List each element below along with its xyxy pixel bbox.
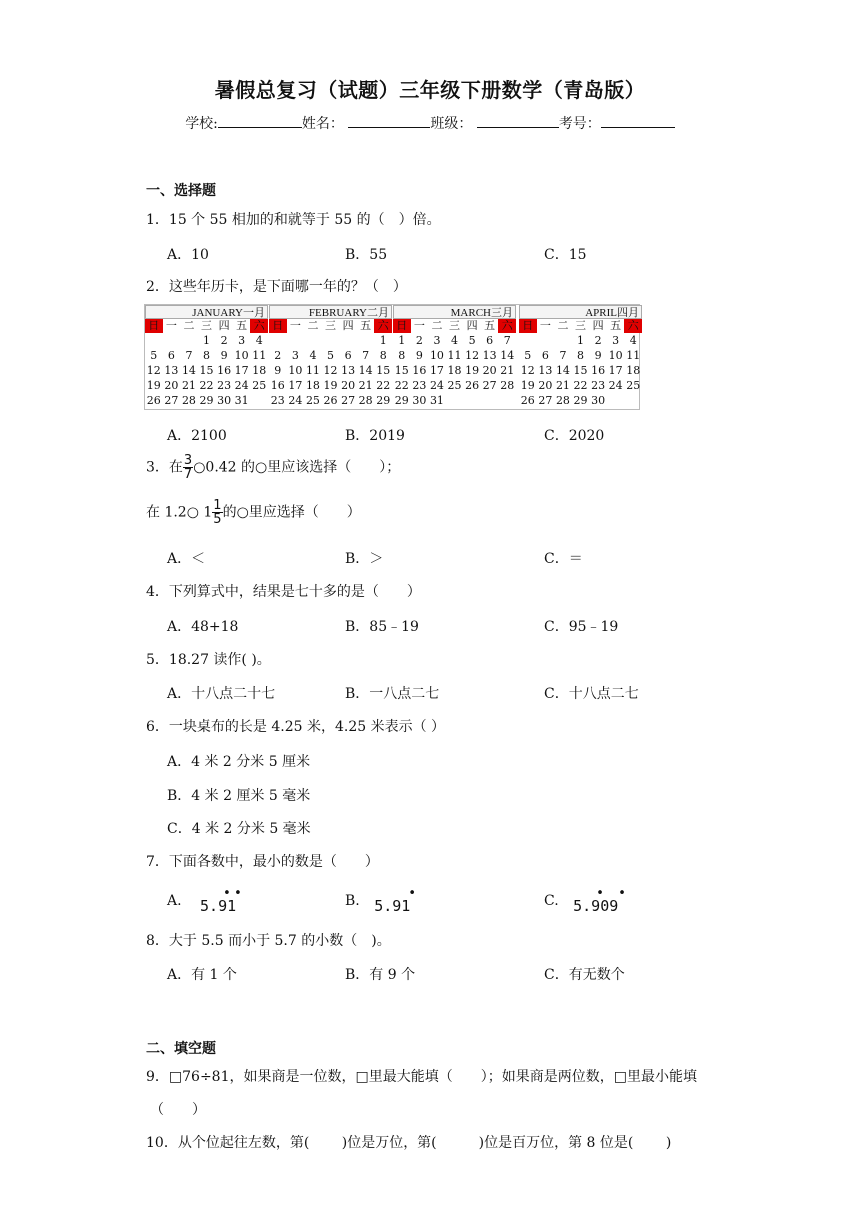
- section-choice-heading: 一、选择题: [146, 183, 216, 199]
- calendar-day: 3: [433, 334, 441, 347]
- calendar-day: 2: [220, 334, 228, 347]
- question-9-line-2: （ ）: [150, 1102, 206, 1118]
- question-1: 1．15 个 55 相加的和就等于 55 的（ ）倍。: [146, 212, 441, 228]
- calendar-month-0: [145, 305, 268, 408]
- calendar-day: 23: [591, 379, 606, 392]
- exam-label: 考号：: [558, 116, 601, 132]
- calendar-day: 24: [234, 379, 249, 392]
- calendar-weekday: 五: [484, 319, 496, 332]
- calendar-day: [498, 393, 516, 408]
- question-7: 7．下面各数中，最小的数是（ ）: [146, 854, 379, 870]
- class-blank[interactable]: [477, 113, 559, 128]
- calendar-day: 3: [238, 334, 246, 347]
- q7-option-b[interactable]: [345, 886, 417, 915]
- calendar-day: 30: [412, 394, 427, 407]
- calendar-weekday-row: [393, 319, 516, 333]
- calendar-day: 23: [412, 379, 427, 392]
- q1-option-a[interactable]: A．10: [167, 247, 209, 263]
- calendar-day: 19: [465, 364, 480, 377]
- calendar-day: 20: [538, 379, 553, 392]
- calendar-day: 24: [608, 379, 623, 392]
- calendar-day: 1: [379, 334, 387, 347]
- q3-line1-text: ○0.42 的○里应该选择（ ）；: [193, 459, 401, 476]
- q3-prefix: 3．在: [146, 459, 183, 476]
- q7-option-c[interactable]: [544, 886, 626, 915]
- question-4: 4．下列算式中，结果是七十多的是（ ）: [146, 584, 421, 600]
- calendar-day: 14: [181, 364, 196, 377]
- calendar-month-3: [519, 305, 642, 408]
- calendar-day: 11: [252, 349, 267, 362]
- calendar-day: 14: [358, 364, 373, 377]
- calendar-weekday: 四: [218, 319, 230, 332]
- calendar-month-label: JANUARY一月: [145, 305, 268, 319]
- school-label: 学校:: [185, 116, 218, 132]
- question-9-line-1: 9．□76÷81，如果商是一位数，□里最大能填（ ）；如果商是两位数，□里最小能填: [146, 1069, 697, 1085]
- q8-option-a[interactable]: A．有 1 个: [167, 967, 237, 983]
- calendar-day: 20: [341, 379, 356, 392]
- calendar-day: 1: [398, 334, 406, 347]
- calendar-day: 12: [323, 364, 338, 377]
- calendar-day: 27: [538, 394, 553, 407]
- calendar-day: 17: [288, 379, 303, 392]
- calendar-day: [304, 333, 322, 348]
- calendar-day: 31: [234, 394, 249, 407]
- calendar-day: 3: [291, 349, 299, 362]
- calendar-week-row: [519, 393, 642, 408]
- calendar-day: 22: [376, 379, 391, 392]
- calendar-day: 7: [185, 349, 193, 362]
- calendar-day: 5: [468, 334, 476, 347]
- calendar-day: [357, 333, 375, 348]
- calendar-day: 24: [429, 379, 444, 392]
- calendar-weekday: 一: [539, 319, 551, 332]
- calendar-day: 18: [305, 379, 320, 392]
- q5-option-b[interactable]: B．一八点二七: [345, 686, 440, 702]
- calendar-day: 30: [217, 394, 232, 407]
- calendar-week-row: [145, 363, 268, 378]
- calendar-day: 3: [612, 334, 620, 347]
- q2-option-a[interactable]: A．2100: [167, 428, 227, 444]
- q1-option-c[interactable]: C．15: [544, 247, 587, 263]
- calendar-day: 27: [164, 394, 179, 407]
- calendar-weekday: 四: [342, 319, 354, 332]
- calendar-day: 17: [234, 364, 249, 377]
- calendar-day: 17: [608, 364, 623, 377]
- calendar-day: 26: [465, 379, 480, 392]
- calendar-day: [322, 333, 340, 348]
- question-10: 10．从个位起往左数，第( )位是万位，第( )位是百万位，第 8 位是( ): [146, 1135, 672, 1151]
- fraction-3-7: $\frac{3}{7}$: [183, 453, 193, 482]
- calendar-weekday: 日: [269, 319, 287, 333]
- calendar-month-2: [393, 305, 516, 408]
- calendar-day: 7: [503, 334, 511, 347]
- calendar-day: [607, 393, 625, 408]
- calendar-day: 16: [591, 364, 606, 377]
- calendar-weekday: 五: [610, 319, 622, 332]
- question-8: 8．大于 5.5 而小于 5.7 的小数（ )。: [146, 933, 391, 949]
- calendar-weekday-row: [269, 319, 392, 333]
- calendar-week-row: [393, 333, 516, 348]
- question-6: 6．一块桌布的长是 4.25 米，4.25 米表示（ ）: [146, 719, 446, 735]
- calendar-day: 26: [146, 394, 161, 407]
- calendar-day: 1: [203, 334, 211, 347]
- calendar-day: 8: [577, 349, 585, 362]
- calendar-week-row: [145, 333, 268, 348]
- calendar-week-row: [145, 393, 268, 408]
- q2-option-c[interactable]: C．2020: [544, 428, 605, 444]
- calendar-day: 21: [358, 379, 373, 392]
- q8-option-c[interactable]: C．有无数个: [544, 967, 625, 983]
- calendar-month-label: MARCH三月: [393, 305, 516, 319]
- calendar-week-row: [269, 348, 392, 363]
- calendar-day: 21: [500, 364, 515, 377]
- calendar-day: [145, 333, 163, 348]
- calendar-month-label: APRIL四月: [519, 305, 642, 319]
- calendar-day: 9: [415, 349, 423, 362]
- calendar-day: 19: [520, 379, 535, 392]
- calendar-week-row: [269, 393, 392, 408]
- calendar-month-label: FEBRUARY二月: [269, 305, 392, 319]
- calendar-day: 13: [164, 364, 179, 377]
- calendar-weekday: 四: [466, 319, 478, 332]
- calendar-day: [250, 393, 268, 408]
- repeating-decimal-a: • • 5.91: [200, 886, 242, 915]
- calendar-weekday: 一: [165, 319, 177, 332]
- calendar-day: 26: [323, 394, 338, 407]
- calendar-day: 29: [394, 394, 409, 407]
- calendar-week-row: [393, 378, 516, 393]
- calendar-day: 4: [629, 334, 637, 347]
- q8-option-b[interactable]: B．有 9 个: [345, 967, 416, 983]
- calendar-day: 14: [555, 364, 570, 377]
- calendar-day: [269, 333, 287, 348]
- calendar-weekday: 二: [557, 319, 569, 332]
- calendar-day: 1: [577, 334, 585, 347]
- calendar-week-row: [145, 348, 268, 363]
- student-info-line: [0, 113, 860, 133]
- calendar-day: 8: [203, 349, 211, 362]
- calendar-day: [554, 333, 572, 348]
- calendar-week-row: [519, 363, 642, 378]
- calendar-day: 2: [274, 349, 282, 362]
- calendar-day: [446, 393, 464, 408]
- q7-b-letter: B.: [345, 893, 360, 909]
- calendar-day: [287, 333, 305, 348]
- question-3-line-1: [146, 454, 400, 481]
- calendar-week-row: [393, 348, 516, 363]
- calendar-day: 18: [252, 364, 267, 377]
- q5-option-a[interactable]: A．十八点二十七: [167, 686, 276, 702]
- calendar-week-row: [519, 348, 642, 363]
- calendar-day: 2: [415, 334, 423, 347]
- calendar-day: 20: [164, 379, 179, 392]
- calendar-day: 16: [217, 364, 232, 377]
- q7-a-letter: A.: [167, 893, 182, 909]
- calendar-weekday: 三: [201, 319, 213, 332]
- q4-option-a[interactable]: A．48+18: [167, 619, 239, 635]
- calendar-day: 17: [429, 364, 444, 377]
- calendar-day: 29: [573, 394, 588, 407]
- calendar-week-row: [393, 393, 516, 408]
- calendar-day: 15: [199, 364, 214, 377]
- fraction-1-5: $\frac{1}{5}$: [213, 498, 222, 527]
- calendar-day: 11: [305, 364, 320, 377]
- calendar-day: 23: [270, 394, 285, 407]
- calendar-week-row: [269, 333, 392, 348]
- calendar-day: 4: [255, 334, 263, 347]
- q6-option-b[interactable]: B．4 米 2 厘米 5 毫米: [167, 788, 311, 804]
- calendar-day: 6: [344, 349, 352, 362]
- repeating-decimal-b: • 5.91: [374, 886, 417, 915]
- calendar-day: 11: [626, 349, 641, 362]
- calendar-day: [180, 333, 198, 348]
- calendar-day: [624, 393, 642, 408]
- class-label: 班级：: [430, 116, 473, 132]
- calendar-day: 12: [146, 364, 161, 377]
- calendar-day: 6: [486, 334, 494, 347]
- calendar-day: 13: [482, 349, 497, 362]
- calendar-day: 28: [555, 394, 570, 407]
- calendar-day: 28: [358, 394, 373, 407]
- calendar-day: 12: [465, 349, 480, 362]
- calendar-day: 30: [591, 394, 606, 407]
- calendar-weekday: 日: [145, 319, 163, 333]
- calendar-day: 22: [199, 379, 214, 392]
- q3-line2-text: 的○里应选择（ ）: [222, 504, 361, 521]
- calendar-day: 29: [199, 394, 214, 407]
- calendar-day: 9: [274, 364, 282, 377]
- calendar-day: 10: [429, 349, 444, 362]
- calendar-day: 27: [482, 379, 497, 392]
- calendar-day: [481, 393, 499, 408]
- calendar-day: 12: [520, 364, 535, 377]
- calendar-weekday: 日: [519, 319, 537, 333]
- q6-option-a[interactable]: A．4 米 2 分米 5 厘米: [167, 754, 311, 770]
- calendar-weekday-row: [519, 319, 642, 333]
- calendar-week-row: [269, 378, 392, 393]
- q3-option-b[interactable]: B．＞: [345, 551, 384, 567]
- q1-option-b[interactable]: B．55: [345, 247, 388, 263]
- calendar-day: 4: [309, 349, 317, 362]
- calendar-day: [163, 333, 181, 348]
- calendar-day: 9: [594, 349, 602, 362]
- calendar-weekday: 日: [393, 319, 411, 333]
- calendar-day: 2: [594, 334, 602, 347]
- calendar-month-1: [269, 305, 392, 408]
- calendar-day: 27: [341, 394, 356, 407]
- q4-option-c[interactable]: C．95﹣19: [544, 619, 619, 635]
- calendar-day: 29: [376, 394, 391, 407]
- name-label: 姓名：: [301, 116, 344, 132]
- calendar-day: 6: [541, 349, 549, 362]
- calendar-day: 22: [394, 379, 409, 392]
- calendar-week-row: [519, 333, 642, 348]
- calendar-day: 15: [573, 364, 588, 377]
- calendar-image: [144, 304, 640, 410]
- calendar-day: 6: [167, 349, 175, 362]
- calendar-day: [519, 333, 537, 348]
- calendar-weekday: 二: [183, 319, 195, 332]
- calendar-day: 26: [520, 394, 535, 407]
- calendar-day: 16: [270, 379, 285, 392]
- name-blank[interactable]: [348, 113, 430, 128]
- page-title: 暑假总复习（试题）三年级下册数学（青岛版）: [214, 78, 646, 102]
- calendar-weekday: 五: [236, 319, 248, 332]
- calendar-weekday: 二: [307, 319, 319, 332]
- q4-option-b[interactable]: B．85﹣19: [345, 619, 419, 635]
- calendar-day: 25: [626, 379, 641, 392]
- calendar-week-row: [269, 363, 392, 378]
- calendar-week-row: [393, 363, 516, 378]
- calendar-day: 28: [500, 379, 515, 392]
- school-blank[interactable]: [218, 113, 302, 128]
- calendar-weekday: 三: [325, 319, 337, 332]
- calendar-weekday-row: [145, 319, 268, 333]
- calendar-day: 5: [327, 349, 335, 362]
- q7-option-a[interactable]: [167, 886, 242, 915]
- calendar-weekday: 一: [289, 319, 301, 332]
- calendar-day: 25: [447, 379, 462, 392]
- q3-option-a[interactable]: A．＜: [167, 551, 206, 567]
- calendar-day: 25: [252, 379, 267, 392]
- calendar-day: 24: [288, 394, 303, 407]
- calendar-day: 13: [341, 364, 356, 377]
- calendar-day: 10: [234, 349, 249, 362]
- calendar-day: 18: [447, 364, 462, 377]
- question-5: 5．18.27 读作( )。: [146, 652, 271, 668]
- calendar-weekday: 三: [449, 319, 461, 332]
- q2-option-b[interactable]: B．2019: [345, 428, 405, 444]
- calendar-day: 22: [573, 379, 588, 392]
- calendar-day: 7: [559, 349, 567, 362]
- calendar-day: 10: [608, 349, 623, 362]
- calendar-day: 5: [150, 349, 158, 362]
- calendar-day: [463, 393, 481, 408]
- calendar-weekday: 一: [413, 319, 425, 332]
- calendar-day: [339, 333, 357, 348]
- calendar-day: 19: [323, 379, 338, 392]
- question-2: 2．这些年历卡，是下面哪一年的？（ ）: [146, 279, 407, 295]
- calendar-day: 19: [146, 379, 161, 392]
- calendar-day: 5: [524, 349, 532, 362]
- q3-line2-prefix: 在 1.2○ 1: [146, 504, 213, 521]
- calendar-day: 10: [288, 364, 303, 377]
- q3-option-c[interactable]: C．＝: [544, 551, 583, 567]
- q5-option-c[interactable]: C．十八点二七: [544, 686, 639, 702]
- calendar-day: 11: [447, 349, 462, 362]
- calendar-weekday: 六: [250, 319, 268, 333]
- calendar-day: 7: [362, 349, 370, 362]
- calendar-weekday: 四: [592, 319, 604, 332]
- calendar-day: 23: [217, 379, 232, 392]
- calendar-week-row: [145, 378, 268, 393]
- calendar-day: 28: [181, 394, 196, 407]
- calendar-weekday: 五: [360, 319, 372, 332]
- calendar-day: 21: [181, 379, 196, 392]
- calendar-weekday: 二: [431, 319, 443, 332]
- q6-option-c[interactable]: C．4 米 2 分米 5 毫米: [167, 821, 311, 837]
- calendar-day: 20: [482, 364, 497, 377]
- calendar-day: 16: [412, 364, 427, 377]
- calendar-day: 25: [305, 394, 320, 407]
- calendar-weekday: 六: [374, 319, 392, 333]
- calendar-day: 8: [379, 349, 387, 362]
- section-fill-heading: 二、填空题: [146, 1041, 216, 1057]
- calendar-day: [537, 333, 555, 348]
- calendar-day: 13: [538, 364, 553, 377]
- calendar-weekday: 六: [624, 319, 642, 333]
- calendar-day: 21: [555, 379, 570, 392]
- calendar-weekday: 三: [575, 319, 587, 332]
- question-3-line-2: [146, 499, 361, 526]
- exam-blank[interactable]: [601, 113, 675, 128]
- repeating-decimal-c: • • 5.909: [573, 886, 626, 915]
- calendar-week-row: [519, 378, 642, 393]
- calendar-day: 14: [500, 349, 515, 362]
- calendar-day: 15: [394, 364, 409, 377]
- calendar-day: 9: [220, 349, 228, 362]
- calendar-day: 15: [376, 364, 391, 377]
- calendar-weekday: 六: [498, 319, 516, 333]
- q7-c-letter: C.: [544, 893, 559, 909]
- calendar-day: 18: [626, 364, 641, 377]
- calendar-day: 31: [429, 394, 444, 407]
- calendar-day: 4: [451, 334, 459, 347]
- calendar-day: 8: [398, 349, 406, 362]
